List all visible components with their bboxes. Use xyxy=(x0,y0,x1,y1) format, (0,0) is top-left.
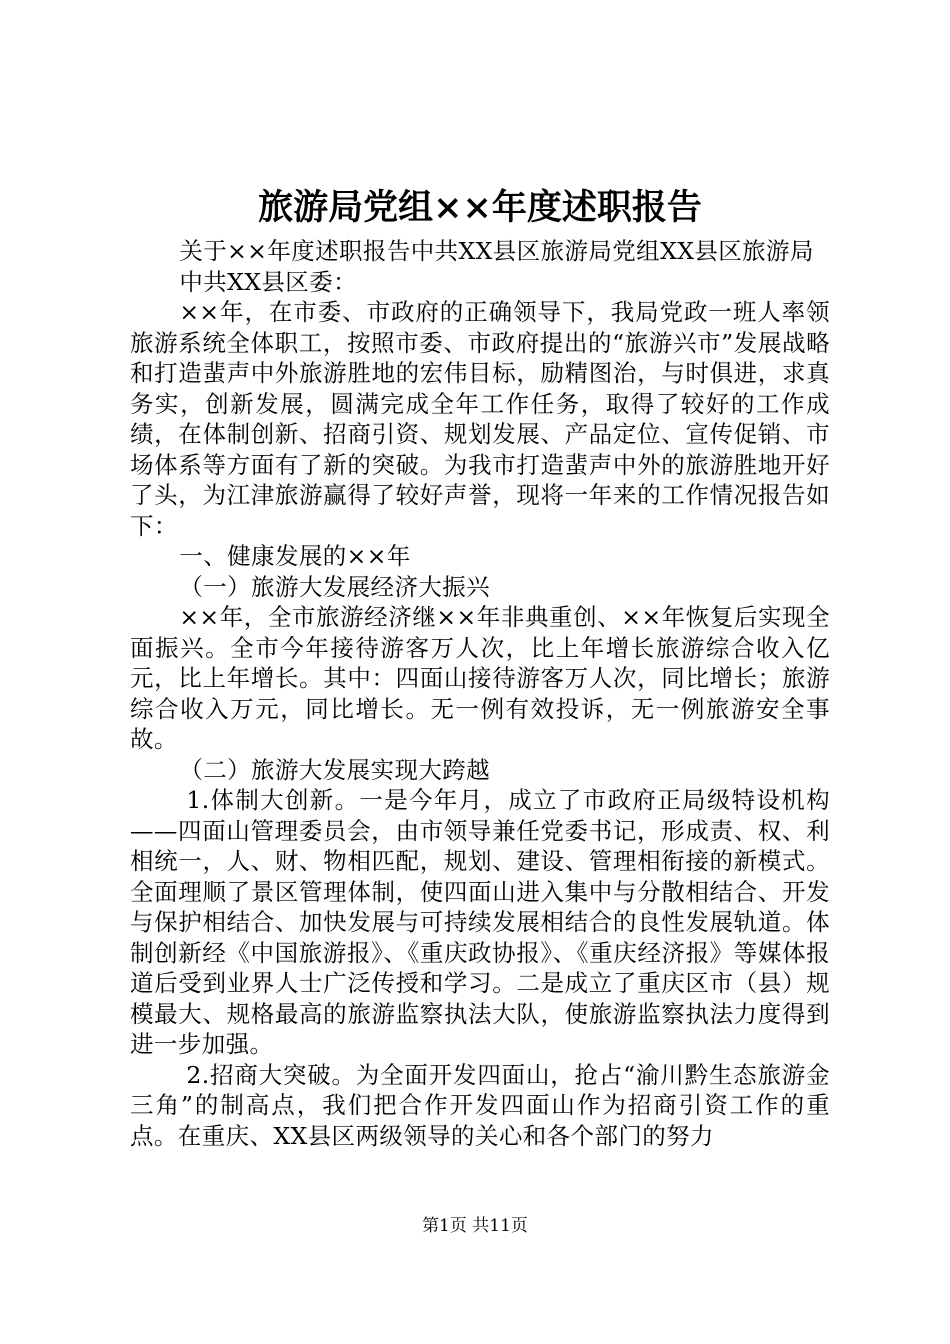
document-title: 旅游局党组××年度述职报告 xyxy=(258,187,702,228)
section-heading-1: 一、健康发展的××年 xyxy=(179,542,411,570)
subsection-heading-2: （二）旅游大发展实现大跨越 xyxy=(179,755,491,784)
paragraph-item-1: 1.体制大创新。一是今年月，成立了市政府正局级特设机构——四面山管理委员会，由市领导兼任党委书记，形成责、权、利相统一，人、财、物相匹配，规划、建设、管理相衔接的新模式。全面理顺了景区管理体制，使四面山进入集中与分散相结合、开发与保护相结合、加快发展与可持续发展相结合的良性发展轨道。体制创新经《中国旅游报》、《重庆政协报》、《重庆经济报》等媒体报道后受到业界人士广泛传授和学习。二是成立了重庆区市（县）规模最大、规格最高的旅游监察执法大队，使旅游监察执法力度得到进一步加强。 xyxy=(130,786,830,1058)
paragraph-heading-line: 关于××年度述职报告中共XX县区旅游局党组XX县区旅游局 xyxy=(179,237,814,265)
paragraph-economy: ××年，全市旅游经济继××年非典重创、××年恢复后实现全面振兴。全市今年接待游客万人次，比上年增长旅游综合收入亿元，比上年增长。其中：四面山接待游客万人次，同比增长；旅游综合收入万元，同比增长。无一例有效投诉，无一例旅游安全事故。 xyxy=(130,603,830,753)
paragraph-intro: ××年，在市委、市政府的正确领导下，我局党政一班人率领旅游系统全体职工，按照市委、市政府提出的“旅游兴市”发展战略和打造蜚声中外旅游胜地的宏伟目标，励精图治，与时俱进，求真务实，创新发展，圆满完成全年工作任务，取得了较好的工作成绩，在体制创新、招商引资、规划发展、产品定位、宣传促销、市场体系等方面有了新的突破。为我市打造蜚声中外的旅游胜地开好了头，为江津旅游赢得了较好声誉，现将一年来的工作情况报告如下： xyxy=(130,298,830,540)
subsection-heading-1: （一）旅游大发展经济大振兴 xyxy=(179,572,491,601)
paragraph-item-2: 2.招商大突破。为全面开发四面山，抢占“渝川黔生态旅游金三角”的制高点，我们把合作开发四面山作为招商引资工作的重点。在重庆、XX县区两级领导的关心和各个部门的努力 xyxy=(130,1060,830,1150)
page-footer: 第1页 共11页 xyxy=(422,1216,528,1236)
document-body xyxy=(130,236,830,1151)
paragraph-salutation: 中共XX县区委： xyxy=(179,267,358,296)
